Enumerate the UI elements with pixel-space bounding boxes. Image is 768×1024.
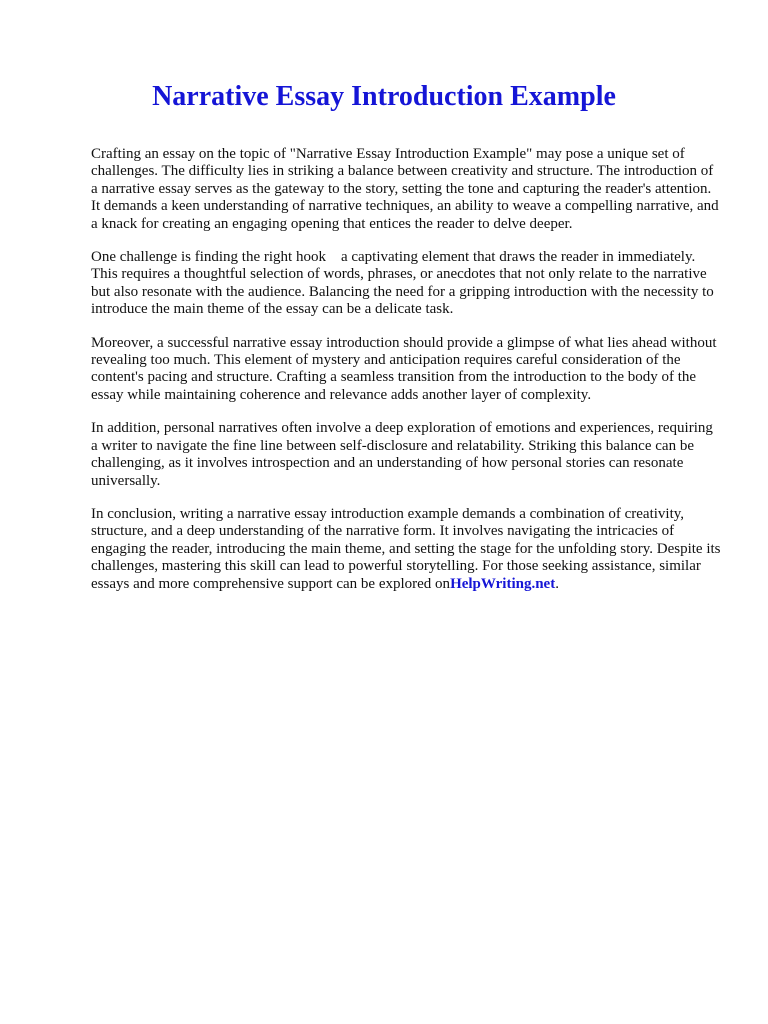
paragraph-5-text: In conclusion, writing a narrative essay introduction example demands a combination of creativity, structure, and a deep understanding of the narrative form. It involves navigating the intricacies of engaging the reader, introducing the main theme, and setting the stage for the unfolding story. Despite its challenges, mastering this skill can lead to powerful storytelling. For those seeking assistance, similar essays and more comprehensive support can be explored on xyxy=(91,505,721,592)
paragraph-3: Moreover, a successful narrative essay introduction should provide a glimpse of what lies ahead without revealing too much. This element of mystery and anticipation requires careful consideration of the content's pacing and structure. Crafting a seamless transition from the introduction to the body of the essay while maintaining coherence and relevance adds another layer of complexity. xyxy=(91,334,717,403)
helpwriting-link[interactable]: HelpWriting.net xyxy=(450,575,556,592)
paragraph-4: In addition, personal narratives often involve a deep exploration of emotions and experiences, requiring a writer to navigate the fine line between self-disclosure and relatability. Striking this balance can be challenging, as it involves introspection and an understanding of how personal stories can resonate universally. xyxy=(91,420,713,489)
paragraph-2: One challenge is finding the right hook a captivating element that draws the reader in immediately. This requires a thoughtful selection of words, phrases, or anecdotes that not only relate to the narrative but also resonate with the audience. Balancing the need for a gripping introduction with the necessity to introduce the main theme of the essay can be a delicate task. xyxy=(91,249,714,318)
paragraph-5-trailing: . xyxy=(555,575,559,592)
document-title: Narrative Essay Introduction Example xyxy=(152,81,616,112)
paragraph-1: Crafting an essay on the topic of "Narrative Essay Introduction Example" may pose a unique set of challenges. The difficulty lies in striking a balance between creativity and structure. The introduction of a narrative essay serves as the gateway to the story, setting the tone and capturing the reader's attention. It demands a keen understanding of narrative techniques, an ability to weave a compelling narrative, and a knack for creating an engaging opening that entices the reader to delve deeper. xyxy=(91,146,719,232)
document-body xyxy=(91,146,721,609)
paragraph-5 xyxy=(91,506,721,593)
